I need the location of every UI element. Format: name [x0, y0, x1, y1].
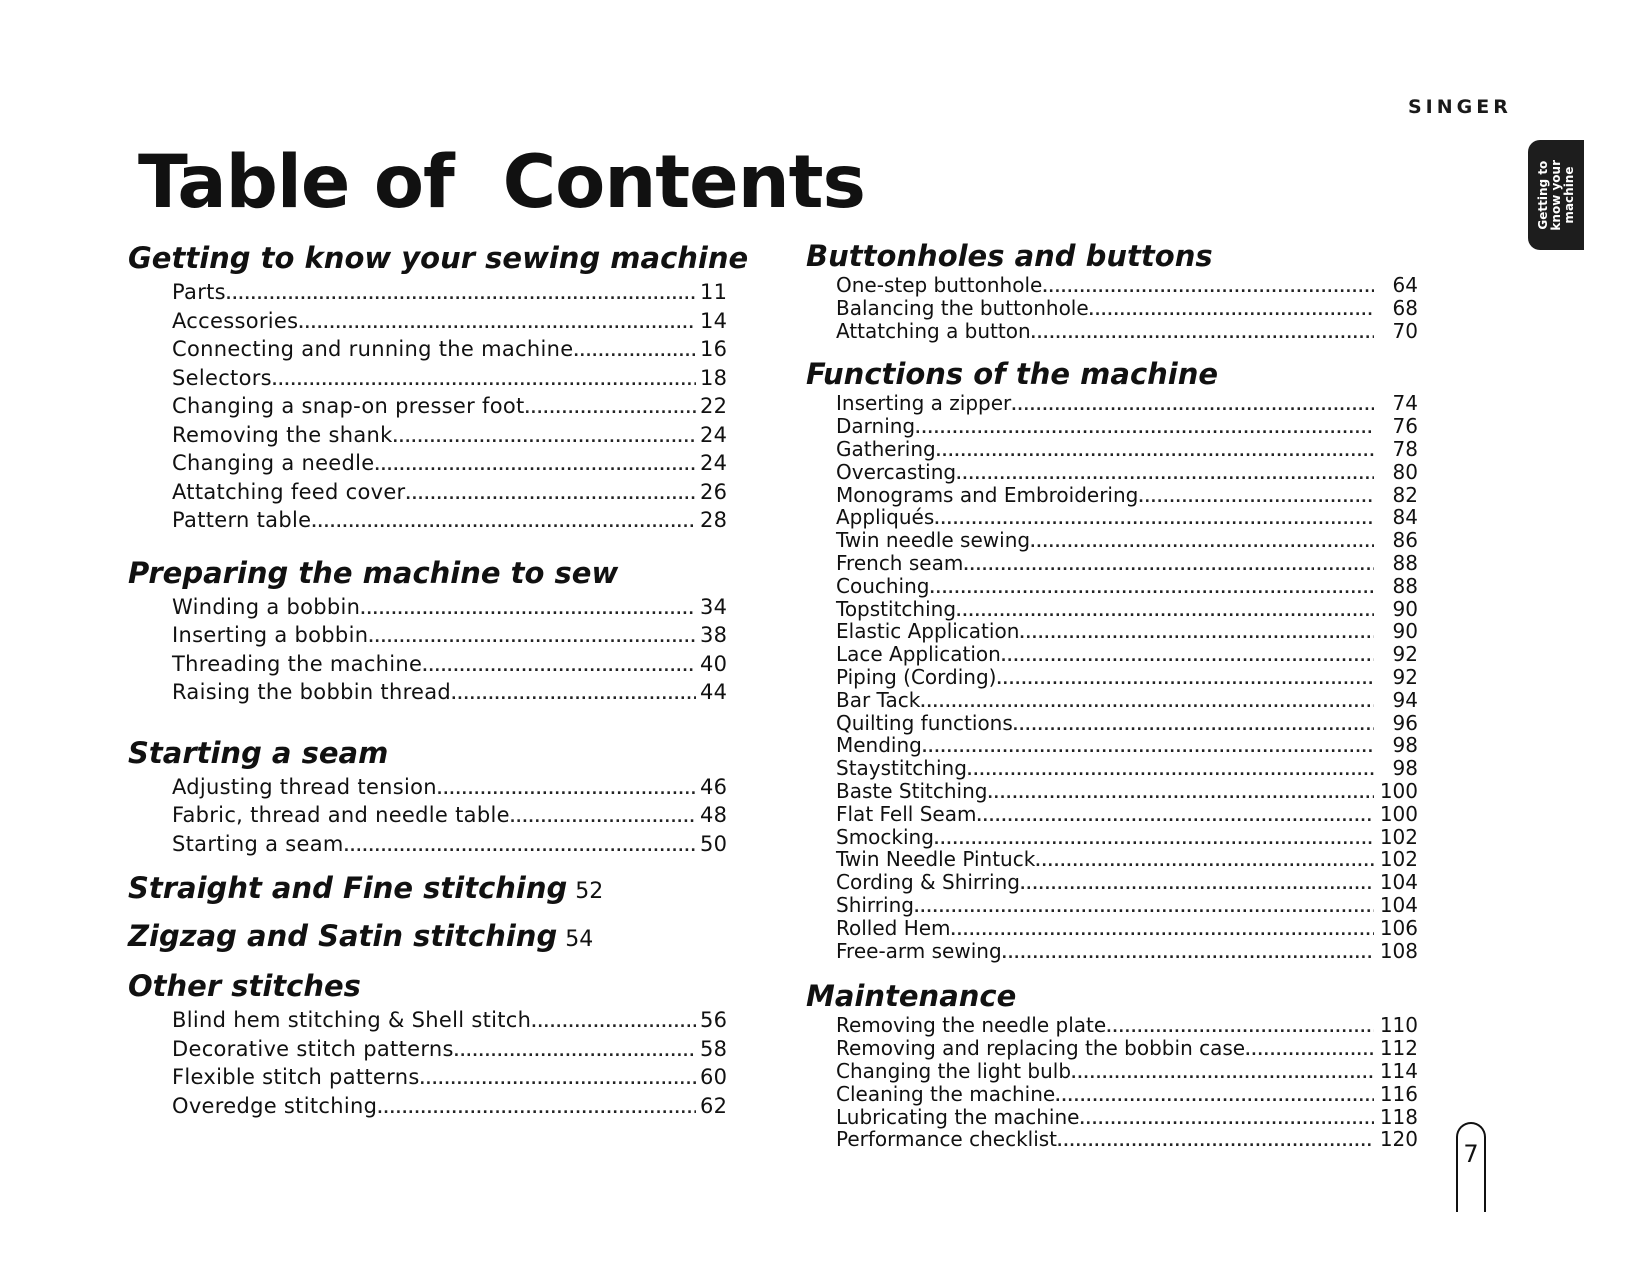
toc-entry[interactable]	[836, 484, 1418, 507]
section-heading: Maintenance	[806, 979, 1017, 1014]
section-heading: Buttonholes and buttons	[806, 239, 1213, 273]
toc-entry-label: Performance checklist	[836, 1127, 1058, 1152]
toc-entry-page: 84	[1392, 505, 1418, 530]
toc-entry-label: Blind hem stitching & Shell stitch	[172, 1008, 532, 1032]
toc-entry[interactable]	[836, 894, 1418, 917]
dot-leader	[226, 278, 696, 310]
toc-entry[interactable]	[836, 917, 1418, 940]
toc-entry-page: 62	[700, 1093, 728, 1118]
section-heading: Preparing the machine to sew	[128, 555, 619, 590]
toc-entry-label: Connecting and running the machine	[172, 337, 574, 361]
toc-list	[806, 392, 1418, 962]
toc-entry-page: 14	[700, 308, 728, 333]
toc-entry[interactable]	[172, 478, 736, 507]
toc-entry[interactable]	[836, 415, 1418, 438]
section-heading: Getting to know your sewing machine	[128, 241, 749, 275]
toc-entry-label: Cleaning the machine	[836, 1081, 1056, 1106]
toc-entry-label: Adjusting thread tension	[172, 774, 437, 799]
toc-entry-page: 104	[1379, 870, 1418, 895]
toc-entry-page: 98	[1392, 733, 1418, 758]
toc-entry-page: 60	[700, 1065, 728, 1089]
toc-entry-label: Raising the bobbin thread	[172, 680, 452, 704]
toc-entry[interactable]	[836, 1106, 1418, 1129]
toc-entry-label: Parts	[172, 280, 226, 304]
toc-entry-page: 120	[1379, 1127, 1418, 1152]
toc-entry[interactable]	[836, 297, 1418, 320]
toc-list	[806, 274, 1418, 342]
toc-entry[interactable]	[836, 848, 1418, 871]
toc-entry-page: 48	[700, 803, 728, 827]
toc-entry[interactable]	[172, 364, 736, 393]
toc-entry-label: Twin Needle Pintuck	[836, 847, 1036, 872]
dot-leader	[1031, 320, 1374, 346]
dot-leader	[1002, 940, 1374, 966]
toc-entry-page: 98	[1392, 756, 1418, 781]
toc-entry[interactable]	[172, 678, 736, 707]
toc-entry-label: Couching	[836, 573, 930, 598]
toc-entry-page: 94	[1392, 687, 1418, 712]
toc-entry-label: Piping (Cording)	[836, 664, 997, 689]
section-side-tab[interactable]	[1528, 140, 1584, 250]
toc-entry[interactable]	[836, 506, 1418, 529]
toc-entry-label: Pattern table	[172, 508, 312, 532]
toc-entry[interactable]	[172, 1006, 736, 1035]
toc-entry[interactable]	[836, 1128, 1418, 1151]
toc-list	[128, 278, 736, 535]
toc-entry-page: 38	[700, 623, 728, 647]
toc-entry-page: 100	[1379, 778, 1418, 803]
toc-entry-page: 92	[1392, 664, 1418, 689]
toc-entry-page: 24	[700, 451, 728, 475]
toc-entry[interactable]	[172, 449, 736, 478]
toc-entry-page: 68	[1392, 295, 1418, 320]
toc-entry-page: 76	[1392, 414, 1418, 439]
toc-entry-label: Topstitching	[836, 596, 957, 621]
toc-entry[interactable]	[836, 689, 1418, 712]
toc-entry[interactable]	[172, 830, 736, 859]
toc-entry[interactable]	[836, 826, 1418, 849]
toc-entry-page: 74	[1392, 391, 1418, 416]
toc-entry-label: Removing and replacing the bobbin case	[836, 1036, 1246, 1061]
toc-entry-label: Attatching a button	[836, 318, 1031, 343]
dot-leader	[360, 593, 696, 625]
toc-entry-page: 22	[700, 394, 728, 418]
toc-entry-page: 28	[700, 508, 728, 532]
toc-entry-page: 90	[1392, 596, 1418, 621]
toc-entry-label: Baste Stitching	[836, 778, 988, 803]
toc-entry-page: 96	[1392, 710, 1418, 735]
toc-entry-label: Cording & Shirring	[836, 870, 1020, 895]
toc-entry-page: 80	[1392, 459, 1418, 484]
side-tab-label: Getting to know your machine	[1535, 159, 1576, 231]
toc-entry[interactable]	[836, 940, 1418, 963]
toc-entry[interactable]	[172, 593, 736, 622]
toc-entry[interactable]	[836, 320, 1418, 343]
section-entry-page: 54	[565, 927, 594, 952]
toc-entry-page: 70	[1392, 318, 1418, 343]
toc-entry-label: Inserting a zipper	[836, 391, 1012, 416]
dot-leader	[1057, 1128, 1374, 1154]
toc-entry-page: 90	[1392, 619, 1418, 644]
toc-entry-label: Free-arm sewing	[836, 938, 1002, 963]
section-entry-page: 52	[575, 879, 604, 904]
toc-entry-label: Shirring	[836, 892, 914, 917]
toc-entry-label: Overcasting	[836, 459, 957, 484]
toc-entry[interactable]	[836, 780, 1418, 803]
toc-entry-label: Smocking	[836, 824, 934, 849]
toc-entry-label: Accessories	[172, 308, 299, 333]
toc-list	[128, 593, 736, 707]
page-number: 7	[1456, 1122, 1486, 1212]
brand-logo: SINGER	[1408, 96, 1512, 118]
toc-entry-page: 16	[700, 337, 728, 361]
toc-entry-page: 18	[700, 365, 728, 390]
toc-entry-label: Appliqués	[836, 505, 935, 530]
toc-entry[interactable]	[836, 1037, 1418, 1060]
toc-entry[interactable]	[836, 712, 1418, 735]
toc-list	[806, 1014, 1418, 1151]
toc-list	[128, 773, 736, 859]
toc-entry-page: 102	[1379, 824, 1418, 849]
toc-entry-page: 88	[1392, 550, 1418, 575]
toc-entry-page: 112	[1379, 1036, 1418, 1061]
page-title: Table of Contents	[138, 140, 866, 225]
toc-entry[interactable]	[836, 1060, 1418, 1083]
toc-section-entry[interactable]	[128, 864, 736, 912]
toc-entry[interactable]	[836, 620, 1418, 643]
toc-entry-page: 58	[700, 1036, 728, 1061]
toc-entry-label: Threading the machine	[172, 651, 423, 676]
section-heading: Functions of the machine	[806, 357, 1219, 392]
dot-leader	[311, 506, 696, 538]
toc-entry-label: Balancing the buttonhole	[836, 295, 1089, 320]
toc-entry-label: Winding a bobbin	[172, 594, 361, 619]
toc-entry-page: 92	[1392, 642, 1418, 667]
toc-entry-label: Starting a seam	[172, 831, 344, 856]
toc-entry[interactable]	[836, 438, 1418, 461]
toc-entry-page: 86	[1392, 528, 1418, 553]
dot-leader	[454, 1035, 696, 1067]
toc-entry-label: Fabric, thread and needle table	[172, 803, 510, 827]
toc-entry[interactable]	[836, 803, 1418, 826]
toc-entry-label: Changing a snap-on presser foot	[172, 394, 525, 418]
toc-entry-page: 106	[1379, 915, 1418, 940]
toc-entry[interactable]	[172, 801, 736, 830]
toc-entry-page: 11	[700, 280, 728, 304]
toc-entry[interactable]	[836, 643, 1418, 666]
toc-entry[interactable]	[172, 1092, 736, 1121]
toc-entry-page: 50	[700, 831, 728, 856]
toc-entry-page: 40	[700, 651, 728, 676]
toc-entry-label: Darning	[836, 414, 916, 439]
toc-entry-label: Quilting functions	[836, 710, 1013, 735]
toc-entry-page: 116	[1379, 1081, 1418, 1106]
toc-entry-label: Flat Fell Seam	[836, 801, 977, 826]
dot-leader	[344, 830, 696, 862]
toc-entry[interactable]	[836, 871, 1418, 894]
toc-entry-label: Changing a needle	[172, 451, 375, 475]
toc-entry-label: Monograms and Embroidering	[836, 482, 1139, 507]
toc-entry-page: 34	[700, 594, 728, 619]
toc-entry[interactable]	[172, 392, 736, 421]
dot-leader	[375, 449, 696, 481]
toc-entry[interactable]	[836, 461, 1418, 484]
toc-entry-page: 118	[1379, 1104, 1418, 1129]
toc-entry-label: Attatching feed cover	[172, 479, 406, 504]
section-heading: Starting a seam	[128, 735, 389, 770]
toc-entry-page: 114	[1379, 1058, 1418, 1083]
toc-entry[interactable]	[172, 773, 736, 802]
toc-entry-page: 56	[700, 1008, 728, 1032]
toc-entry-page: 104	[1379, 892, 1418, 917]
toc-entry-label: Gathering	[836, 436, 936, 461]
toc-list	[128, 1006, 736, 1120]
toc-entry-page: 88	[1392, 573, 1418, 598]
toc-entry-label: Overedge stitching	[172, 1093, 378, 1118]
toc-entry-label: Elastic Application	[836, 619, 1020, 644]
toc-entry-label: Selectors	[172, 365, 272, 390]
toc-entry[interactable]	[836, 734, 1418, 757]
toc-left-column	[128, 238, 749, 1120]
dot-leader	[437, 773, 696, 805]
dot-leader	[377, 1092, 696, 1124]
toc-entry-label: Decorative stitch patterns	[172, 1036, 454, 1061]
dot-leader	[422, 650, 696, 682]
toc-entry-label: Bar Tack	[836, 687, 921, 712]
dot-leader	[368, 621, 696, 653]
toc-entry-label: Mending	[836, 733, 922, 758]
section-entry-label: Straight and Fine stitching	[128, 871, 568, 905]
dot-leader	[420, 1063, 696, 1095]
toc-entry-page: 110	[1379, 1013, 1418, 1038]
toc-entry[interactable]	[836, 666, 1418, 689]
toc-entry-page: 102	[1379, 847, 1418, 872]
toc-entry-page: 78	[1392, 436, 1418, 461]
toc-entry-page: 46	[700, 774, 728, 799]
dot-leader	[272, 364, 696, 396]
dot-leader	[393, 421, 696, 453]
toc-entry[interactable]	[172, 278, 736, 307]
toc-entry[interactable]	[836, 598, 1418, 621]
toc-entry[interactable]	[172, 1063, 736, 1092]
toc-entry-label: French seam	[836, 550, 964, 575]
toc-entry-label: Changing the light bulb	[836, 1058, 1072, 1083]
dot-leader	[451, 678, 696, 710]
toc-entry[interactable]	[172, 650, 736, 679]
section-entry-label: Zigzag and Satin stitching	[128, 919, 558, 953]
section-heading: Other stitches	[128, 969, 361, 1003]
toc-entry-page: 100	[1379, 801, 1418, 826]
toc-entry-page: 44	[700, 680, 728, 704]
toc-right-column	[806, 238, 1418, 1151]
toc-entry-label: Rolled Hem	[836, 915, 951, 940]
toc-entry[interactable]	[172, 307, 736, 336]
toc-entry-label: Inserting a bobbin	[172, 623, 369, 647]
dot-leader	[525, 392, 696, 424]
toc-entry[interactable]	[172, 621, 736, 650]
toc-entry-label: One-step buttonhole	[836, 273, 1043, 297]
toc-entry-page: 26	[700, 479, 728, 504]
toc-entry-label: Flexible stitch patterns	[172, 1065, 420, 1089]
dot-leader	[510, 801, 696, 833]
dot-leader	[531, 1006, 696, 1038]
toc-entry-label: Twin needle sewing	[836, 528, 1031, 553]
toc-entry-label: Removing the needle plate	[836, 1013, 1107, 1038]
toc-entry[interactable]	[836, 552, 1418, 575]
toc-entry[interactable]	[836, 575, 1418, 598]
toc-entry-label: Removing the shank	[172, 422, 393, 447]
toc-entry[interactable]	[836, 1014, 1418, 1037]
dot-leader	[298, 307, 696, 339]
toc-entry-label: Lubricating the machine	[836, 1104, 1080, 1129]
toc-entry[interactable]	[836, 1083, 1418, 1106]
dot-leader	[573, 335, 696, 367]
toc-entry-page: 64	[1392, 273, 1418, 297]
toc-section-entry[interactable]	[128, 912, 736, 960]
toc-entry[interactable]	[836, 392, 1418, 415]
toc-entry[interactable]	[836, 757, 1418, 780]
toc-entry-label: Lace Application	[836, 642, 1001, 667]
toc-entry[interactable]	[172, 506, 736, 535]
toc-entry[interactable]	[836, 529, 1418, 552]
toc-entry[interactable]	[172, 421, 736, 450]
toc-entry-label: Staystitching	[836, 756, 967, 781]
toc-entry-page: 82	[1392, 482, 1418, 507]
dot-leader	[406, 478, 697, 510]
toc-entry[interactable]	[172, 1035, 736, 1064]
toc-entry-page: 24	[700, 422, 728, 447]
toc-entry-page: 108	[1379, 938, 1418, 963]
toc-entry[interactable]	[836, 274, 1418, 297]
toc-entry[interactable]	[172, 335, 736, 364]
